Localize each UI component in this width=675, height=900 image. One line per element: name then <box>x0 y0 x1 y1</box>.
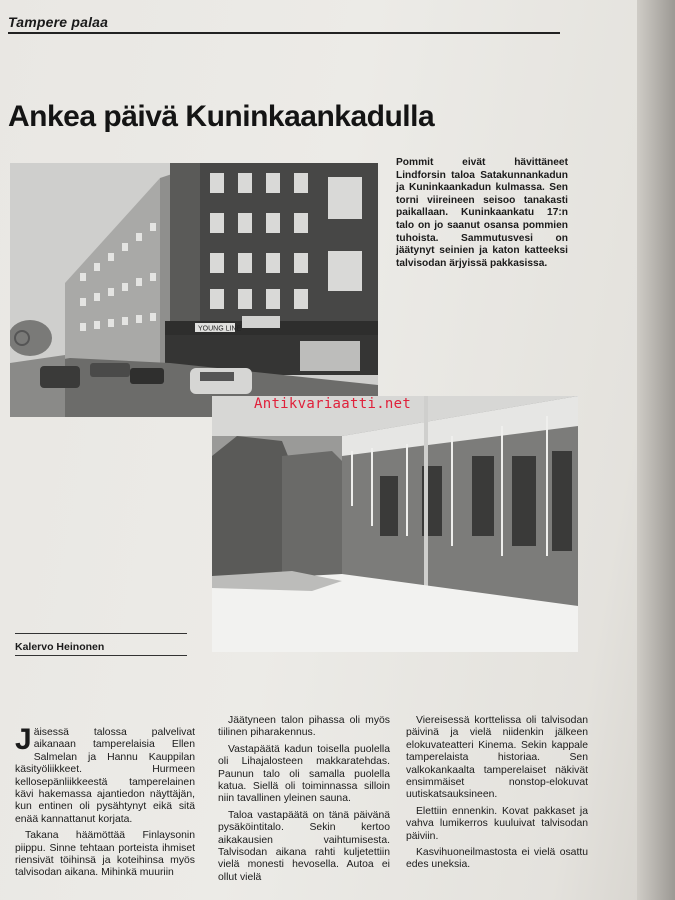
page-edge <box>637 0 675 900</box>
column-1 <box>15 723 195 884</box>
col2-paragraph-3: Taloa vastapäätä on tänä päivänä pysäköintitalo. Sekin kertoo aikakausien vaihtumisesta. Talvisodan aikana rahti kuljetettiin vielä monesti hevosella. Autoa ei ollut vielä <box>218 809 390 883</box>
byline-rule-bottom <box>15 655 187 656</box>
street-photo <box>10 163 378 417</box>
column-3 <box>406 715 588 876</box>
section-rule <box>8 32 560 34</box>
headline: Ankea päivä Kuninkaankadulla <box>8 100 435 133</box>
byline: Kalervo Heinonen <box>15 641 105 653</box>
section-title: Tampere palaa <box>8 14 109 30</box>
photo-caption: Pommit eivät hävittäneet Lindforsin taloa Satakunnankadun ja Kuninkaankadun kulmassa. Sen torni viireineen seisoo tanakasti paikallaan. Kuninkaankatu 17:n talo on jo saanut osansa pommien tuhoista. Sammutusvesi on jäätynyt seinien ja katon katteeksi talvisodan ärjyissä pakkasissa. <box>396 157 568 269</box>
col3-paragraph-2: Elettiin ennenkin. Kovat pakkaset ja vahva lumikerros kuuluivat talvisodan päiviin. <box>406 805 588 842</box>
watermark: Antikvariaatti.net <box>254 396 412 412</box>
drop-cap: J <box>15 723 32 756</box>
col3-paragraph-3: Kasvihuoneilmastosta ei vielä osattu edes uneksia. <box>406 847 588 871</box>
col3-paragraph-1: Viereisessä korttelissa oli talvisodan päivinä ja vielä niidenkin jälkeen elokuvateatteri Kinema. Sekin kappale tamperelaista historiaa. Sen valkokankaalta tamperelaiset näkivät ensimmäiset nonstop-elokuvat uutiskatsauksineen. <box>406 715 588 801</box>
street-photo-graphic <box>10 163 378 417</box>
col2-paragraph-1: Jäätyneen talon pihassa oli myös tiilinen piharakennus. <box>218 715 390 739</box>
col1-paragraph-1 <box>15 723 195 826</box>
frozen-building-graphic <box>212 396 578 652</box>
shop-sign: YOUNG LINE <box>198 325 242 333</box>
column-2 <box>218 715 390 888</box>
byline-rule-top <box>15 633 187 634</box>
col2-paragraph-2: Vastapäätä kadun toisella puolella oli Lihajalosteen makkaratehdas. Paunun talo oli samalla puolella katua. Siellä oli toiminnassa silloin niin tavallinen yleinen sauna. <box>218 743 390 805</box>
col1-paragraph-2: Takana häämöttää Finlaysonin piippu. Sinne tehtaan porteista ihmiset riensivät töihinsä ja koteihinsa myös talvisodan aikana. Mihinkä muuriin <box>15 830 195 879</box>
frozen-building-photo <box>212 396 578 652</box>
col1-p1-text: äisessä talossa palvelivat aikanaan tamperelaisia Ellen Salmelan ja Hannu Kauppilan käsityöliikkeet. Hurmeen kellosepänliikkeestä tamperelainen kävi hakemassa ajantiedon näyttäjän, kun entinen oli pysähtynyt eikä sitä enää kannattanut korjata. <box>15 727 195 825</box>
